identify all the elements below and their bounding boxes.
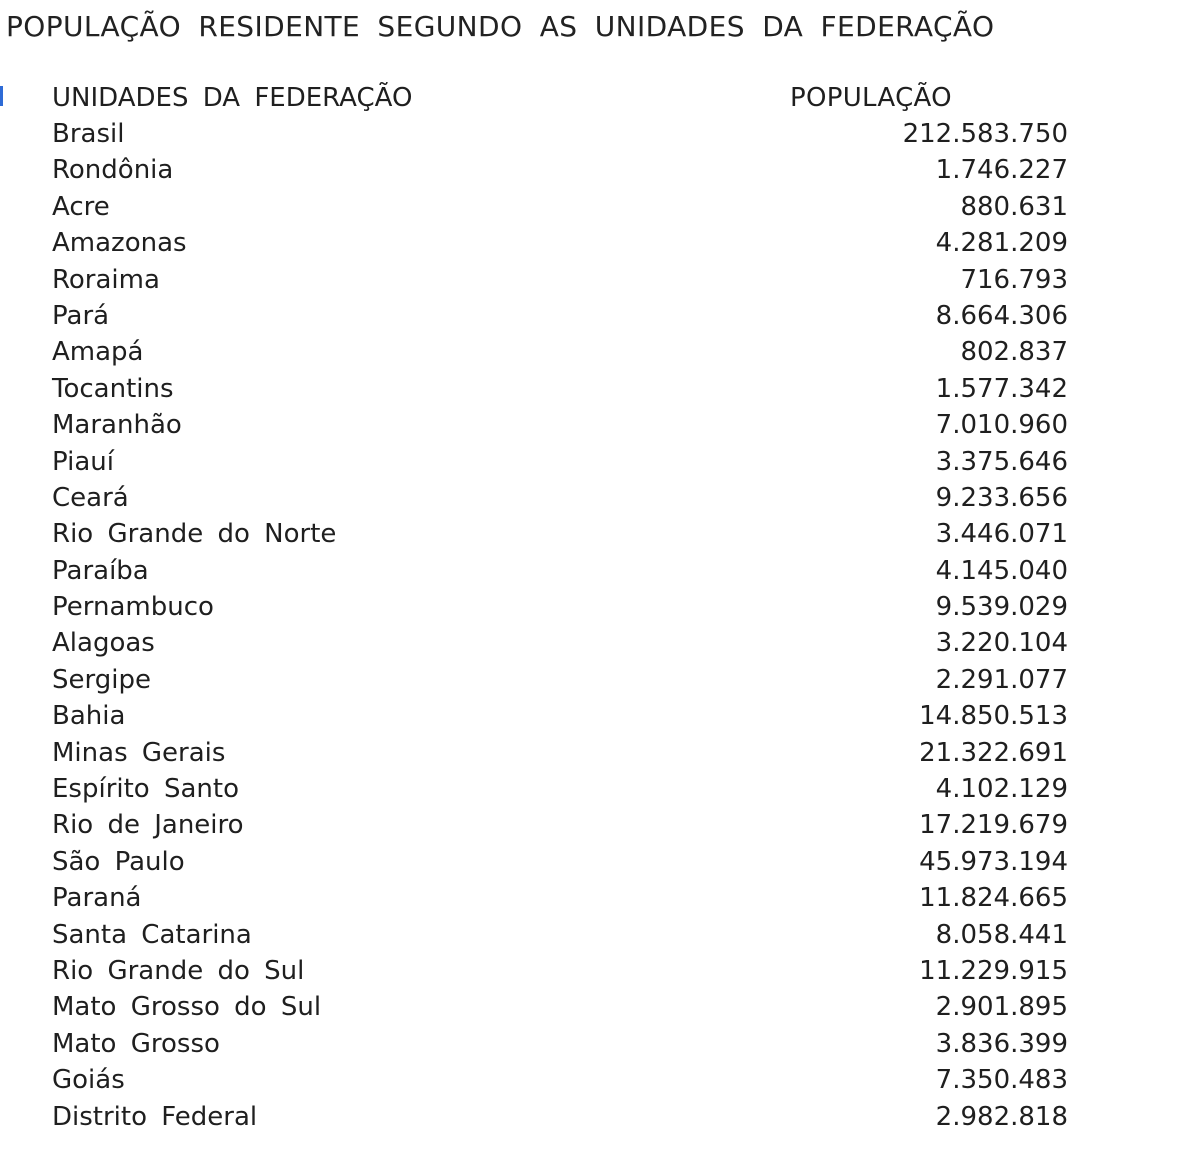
table-row xyxy=(52,880,1068,916)
table-row xyxy=(52,1026,1068,1062)
table-row xyxy=(52,407,1068,443)
table-row xyxy=(52,771,1068,807)
unit-name: Amapá xyxy=(52,337,144,368)
population-value: 21.322.691 xyxy=(919,737,1068,768)
population-value: 45.973.194 xyxy=(919,846,1068,877)
population-value: 9.539.029 xyxy=(935,592,1068,623)
table-row xyxy=(52,735,1068,771)
population-value: 4.145.040 xyxy=(935,555,1068,586)
table-row xyxy=(52,225,1068,261)
unit-name: Goiás xyxy=(52,1065,125,1096)
table-row xyxy=(52,989,1068,1025)
population-value: 212.583.750 xyxy=(902,119,1068,149)
table-row xyxy=(52,662,1068,698)
table-row xyxy=(52,844,1068,880)
table-row xyxy=(52,116,1068,152)
unit-name: Amazonas xyxy=(52,228,187,259)
population-value: 4.102.129 xyxy=(935,774,1068,805)
unit-name: Espírito Santo xyxy=(52,774,239,805)
unit-name: Pará xyxy=(52,300,110,331)
unit-name: Santa Catarina xyxy=(52,919,252,950)
table-row xyxy=(52,589,1068,625)
table-row xyxy=(52,516,1068,552)
table-row xyxy=(52,371,1068,407)
unit-name: Distrito Federal xyxy=(52,1101,258,1132)
left-margin-marker xyxy=(0,86,3,106)
population-value: 7.350.483 xyxy=(935,1065,1068,1096)
unit-name: São Paulo xyxy=(52,846,185,877)
unit-name: Ceará xyxy=(52,482,129,513)
header-population: POPULAÇÃO xyxy=(790,83,952,113)
population-value: 2.901.895 xyxy=(935,992,1068,1023)
population-value: 8.664.306 xyxy=(935,300,1068,331)
table-row xyxy=(52,553,1068,589)
page-title: POPULAÇÃO RESIDENTE SEGUNDO AS UNIDADES DA FEDERAÇÃO xyxy=(6,10,995,43)
population-value: 880.631 xyxy=(960,191,1068,222)
population-value: 1.577.342 xyxy=(935,373,1068,404)
unit-name: Acre xyxy=(52,191,110,222)
unit-name: Rio Grande do Sul xyxy=(52,955,305,986)
unit-name: Sergipe xyxy=(52,664,151,695)
population-value: 4.281.209 xyxy=(935,228,1068,259)
unit-name: Rio Grande do Norte xyxy=(52,519,337,550)
population-value: 8.058.441 xyxy=(935,919,1068,950)
unit-name: Paraíba xyxy=(52,555,149,586)
population-value: 3.375.646 xyxy=(935,446,1068,477)
unit-name: Mato Grosso xyxy=(52,1028,220,1059)
unit-name: Roraima xyxy=(52,264,160,295)
population-value: 802.837 xyxy=(960,337,1068,368)
table-row xyxy=(52,262,1068,298)
table-row xyxy=(52,1062,1068,1098)
header-unit: UNIDADES DA FEDERAÇÃO xyxy=(52,83,413,113)
table-row xyxy=(52,698,1068,734)
table-row xyxy=(52,480,1068,516)
population-value: 14.850.513 xyxy=(919,701,1068,732)
table-row xyxy=(52,189,1068,225)
population-value: 3.220.104 xyxy=(935,628,1068,659)
population-table xyxy=(52,80,1068,1135)
unit-name: Piauí xyxy=(52,446,114,477)
population-value: 716.793 xyxy=(960,264,1068,295)
table-row xyxy=(52,625,1068,661)
unit-name: Paraná xyxy=(52,883,142,914)
population-value: 17.219.679 xyxy=(919,810,1068,841)
population-value: 2.982.818 xyxy=(935,1101,1068,1132)
unit-name: Alagoas xyxy=(52,628,155,659)
population-value: 2.291.077 xyxy=(935,664,1068,695)
unit-name: Mato Grosso do Sul xyxy=(52,992,322,1023)
population-value: 11.229.915 xyxy=(919,955,1068,986)
population-value: 3.836.399 xyxy=(935,1028,1068,1059)
unit-name: Brasil xyxy=(52,119,125,149)
table-row xyxy=(52,334,1068,370)
table-row xyxy=(52,917,1068,953)
unit-name: Bahia xyxy=(52,701,126,732)
unit-name: Tocantins xyxy=(52,373,174,404)
table-header-row xyxy=(52,80,1068,116)
unit-name: Maranhão xyxy=(52,410,182,441)
population-value: 11.824.665 xyxy=(919,883,1068,914)
table-row xyxy=(52,444,1068,480)
unit-name: Rondônia xyxy=(52,155,174,186)
unit-name: Rio de Janeiro xyxy=(52,810,244,841)
unit-name: Minas Gerais xyxy=(52,737,226,768)
table-row xyxy=(52,152,1068,188)
unit-name: Pernambuco xyxy=(52,592,214,623)
population-value: 7.010.960 xyxy=(935,410,1068,441)
table-row xyxy=(52,298,1068,334)
population-value: 1.746.227 xyxy=(935,155,1068,186)
table-row xyxy=(52,807,1068,843)
population-value: 9.233.656 xyxy=(935,482,1068,513)
table-body xyxy=(52,116,1068,1135)
population-value: 3.446.071 xyxy=(935,519,1068,550)
table-row xyxy=(52,1099,1068,1135)
table-row xyxy=(52,953,1068,989)
